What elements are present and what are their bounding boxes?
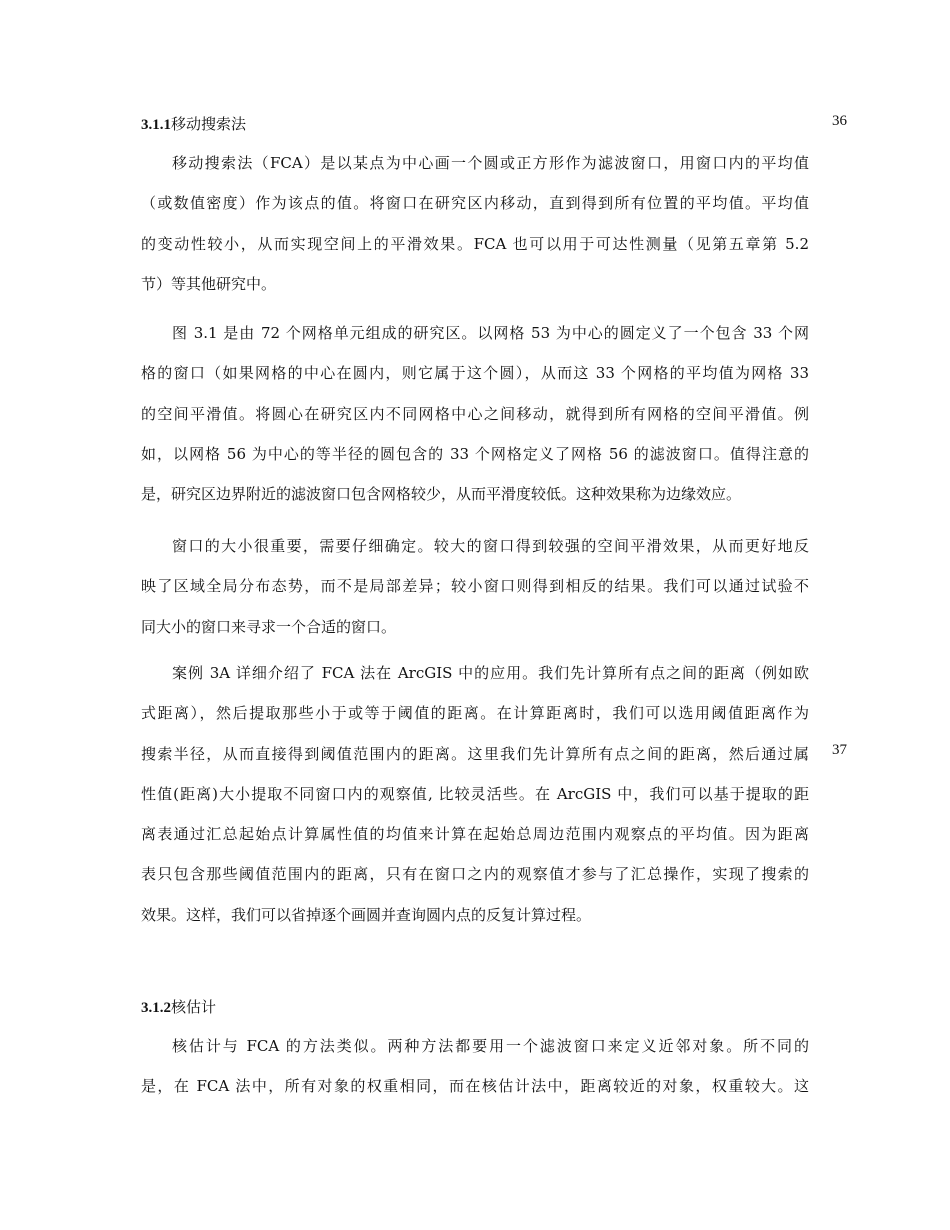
text-line: 同大小的窗口来寻求一个合适的窗口。	[141, 617, 397, 636]
text-line: 表只包含那些阈值范围内的距离，只有在窗口之内的观察值才参与了汇总操作，实现了搜索的	[141, 865, 809, 884]
text-line: 格的窗口（如果网格的中心在圆内，则它属于这个圆），从而这 33 个网格的平均值为网格 33	[141, 364, 809, 383]
paragraph-fca-intro	[141, 152, 809, 313]
text-line: 案例 3A 详细介绍了 FCA 法在 ArcGIS 中的应用。我们先计算所有点之间的距离（例如欧	[172, 664, 809, 682]
text-line: 性值(距离)大小提取不同窗口内的观察值, 比较灵活些。在 ArcGIS 中，我们可以基于提取的距	[141, 784, 809, 803]
text-line: 离表通过汇总起始点计算属性值的均值来计算在起始总周边范围内观察点的平均值。因为距离	[141, 825, 809, 844]
text-line: 映了区域全局分布态势，而不是局部差异；较小窗口则得到相反的结果。我们可以通过试验不	[141, 577, 809, 596]
text-line: 图 3.1 是由 72 个网格单元组成的研究区。以网格 53 为中心的圆定义了一个包含 33 个网	[172, 324, 809, 342]
paragraph-window-size	[141, 535, 809, 656]
text-line: 式距离），然后提取那些小于或等于阈值的距离。在计算距离时，我们可以选用阈值距离作为	[141, 704, 809, 723]
section-heading-3-1-1	[141, 113, 246, 134]
text-line: 移动搜索法（FCA）是以某点为中心画一个圆或正方形作为滤波窗口，用窗口内的平均值	[172, 154, 809, 172]
text-line: （或数值密度）作为该点的值。将窗口在研究区内移动，直到得到所有位置的平均值。平均值	[141, 194, 809, 213]
text-line: 节）等其他研究中。	[141, 274, 277, 293]
section-number: 3.1.1	[141, 117, 171, 133]
section-number: 3.1.2	[141, 1000, 171, 1016]
section-title: 移动搜索法	[171, 115, 247, 133]
paragraph-kernel-estimation	[141, 1035, 809, 1116]
text-line: 搜索半径，从而直接得到阈值范围内的距离。这里我们先计算所有点之间的距离，然后通过属	[141, 744, 809, 763]
text-line: 核估计与 FCA 的方法类似。两种方法都要用一个滤波窗口来定义近邻对象。所不同的	[172, 1037, 809, 1055]
text-line: 如，以网格 56 为中心的等半径的圆包含的 33 个网格定义了网格 56 的滤波窗口。值得注意的	[141, 444, 809, 463]
text-line: 窗口的大小很重要，需要仔细确定。较大的窗口得到较强的空间平滑效果，从而更好地反	[172, 537, 809, 555]
text-line: 效果。这样，我们可以省掉逐个画圆并查询圆内点的反复计算过程。	[141, 905, 592, 924]
text-line: 的变动性较小，从而实现空间上的平滑效果。FCA 也可以用于可达性测量（见第五章第 5.2	[141, 234, 809, 253]
page-number-36: 36	[832, 113, 847, 129]
paragraph-figure-3-1	[141, 322, 809, 523]
page-number-37: 37	[832, 742, 847, 758]
text-line: 是，在 FCA 法中，所有对象的权重相同，而在核估计法中，距离较近的对象，权重较大。这	[141, 1077, 809, 1096]
paragraph-case-3a	[141, 662, 809, 944]
text-line: 是，研究区边界附近的滤波窗口包含网格较少，从而平滑度较低。这种效果称为边缘效应。	[141, 485, 742, 504]
text-line: 的空间平滑值。将圆心在研究区内不同网格中心之间移动，就得到所有网格的空间平滑值。例	[141, 404, 809, 423]
section-heading-3-1-2	[141, 996, 216, 1017]
section-title: 核估计	[171, 998, 217, 1016]
